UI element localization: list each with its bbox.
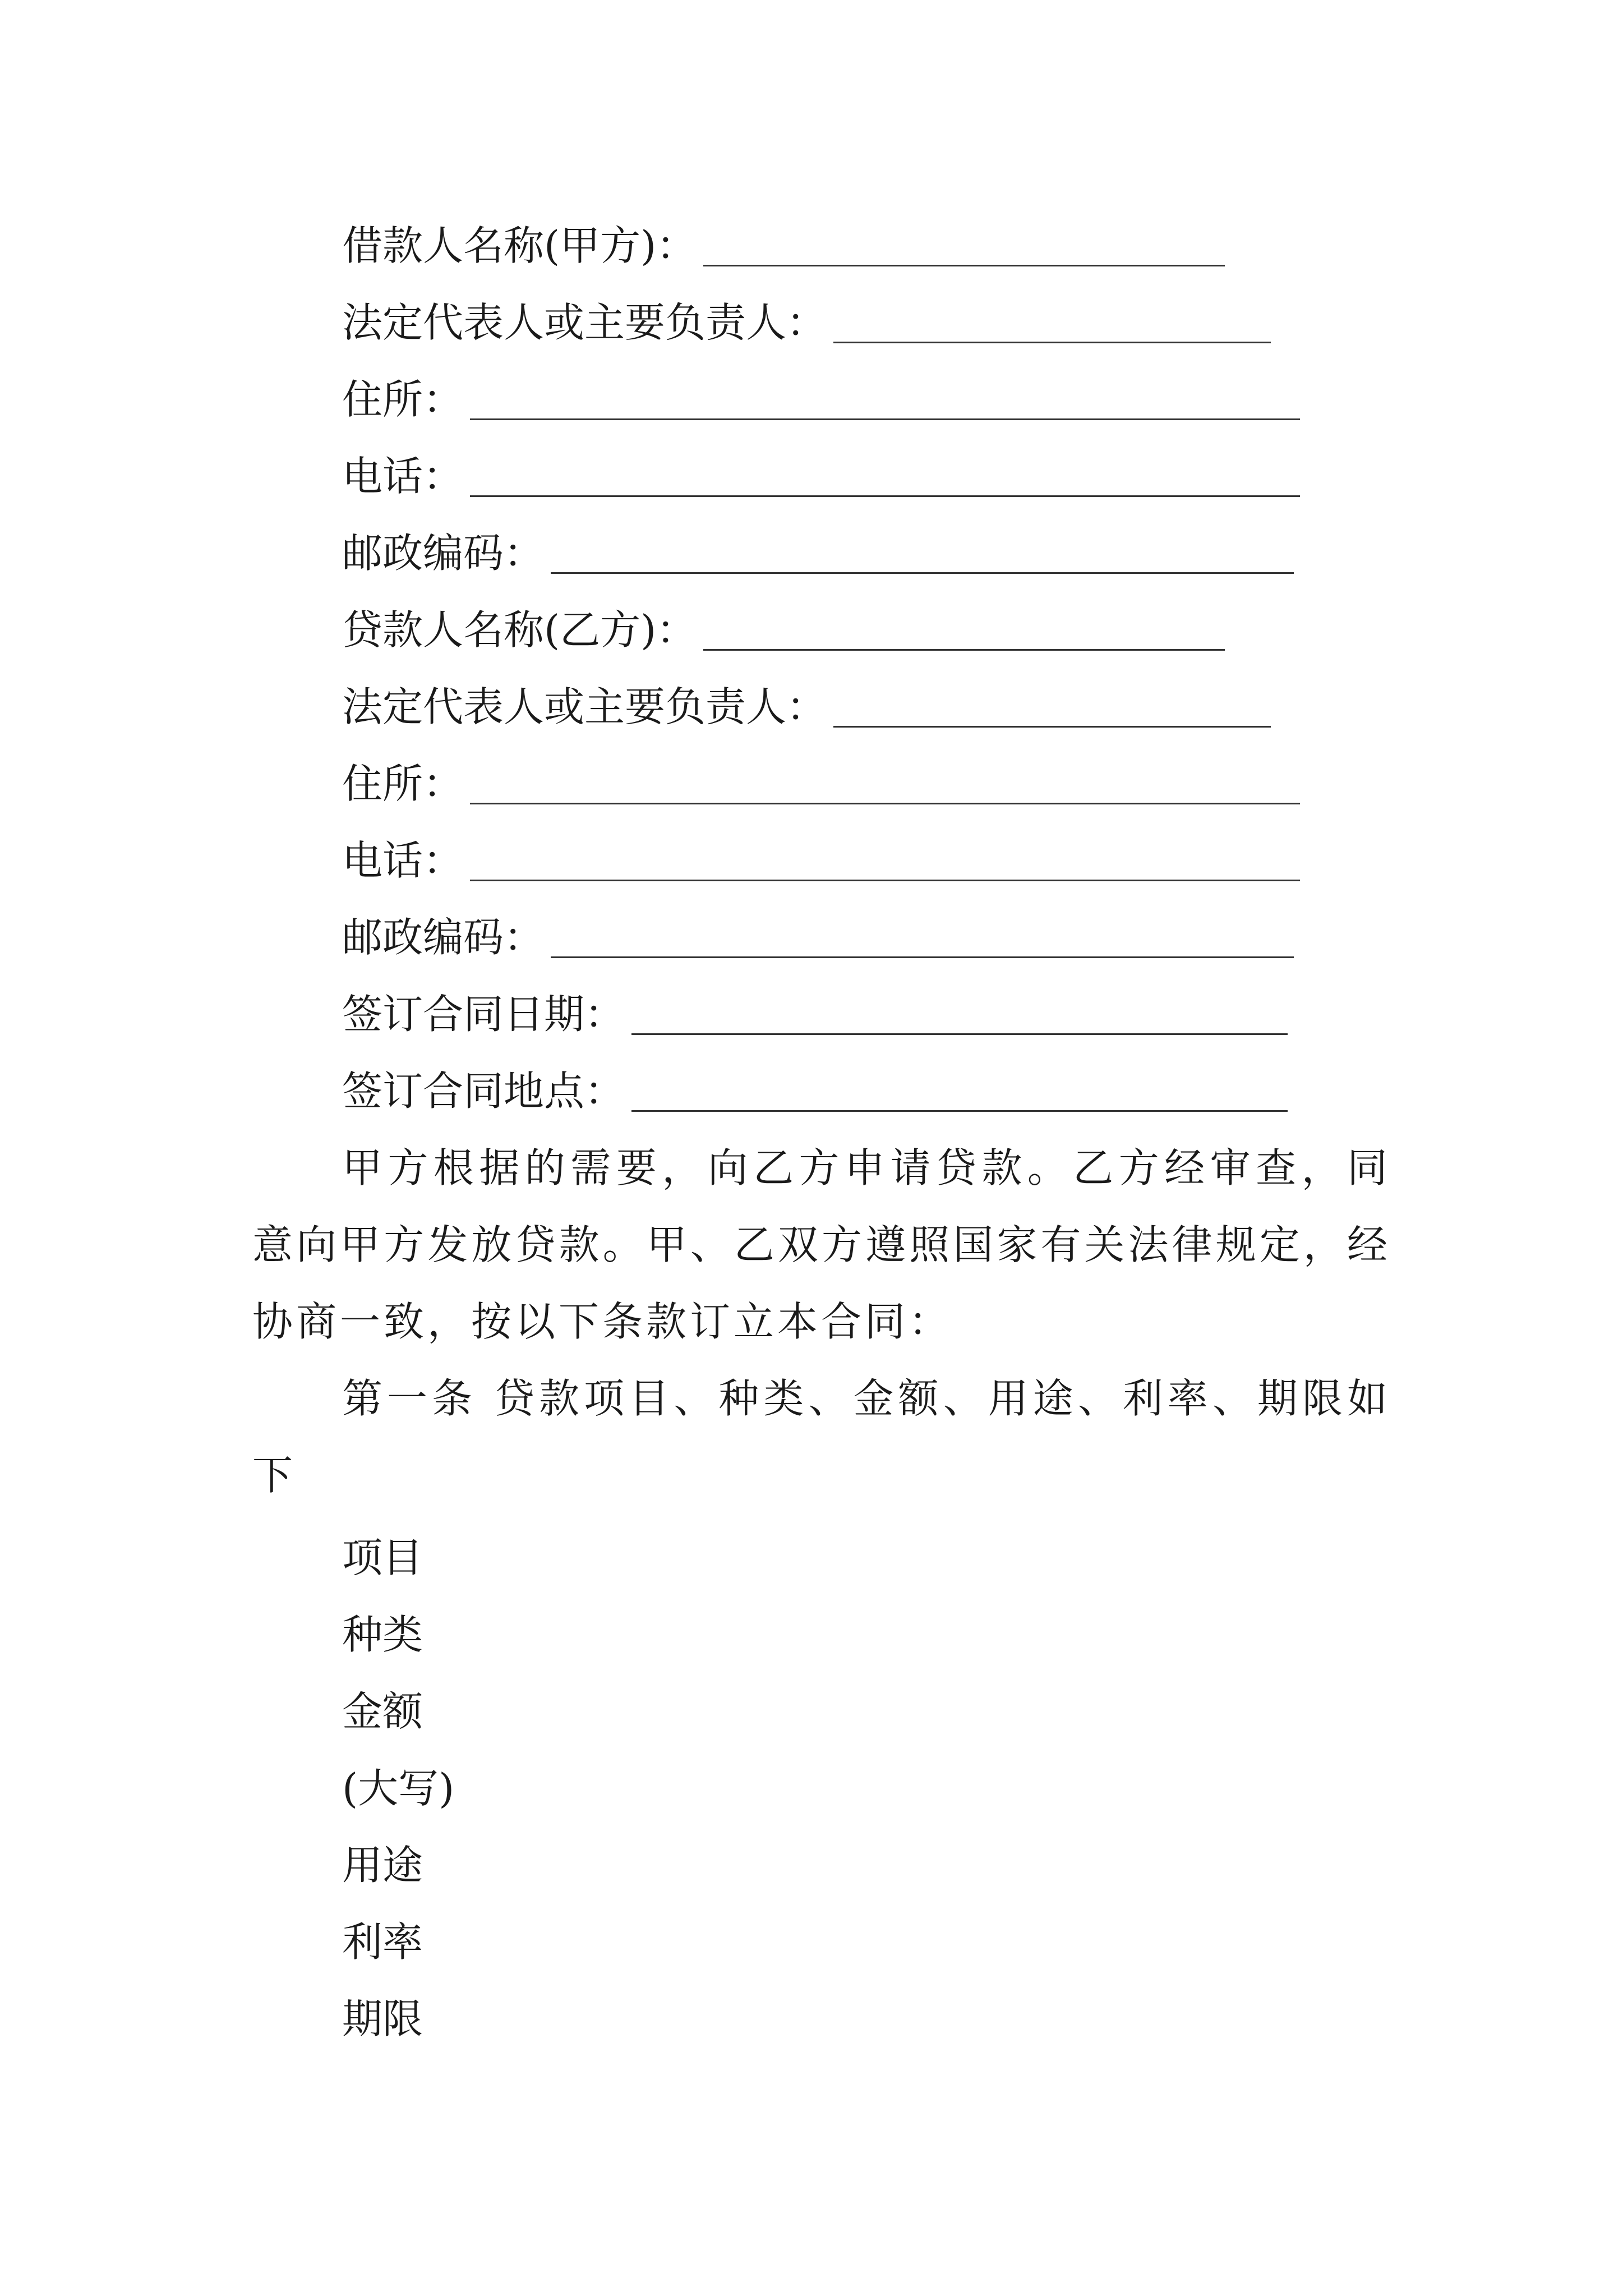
field-label: 签订合同日期：	[342, 991, 625, 1038]
blank-line	[631, 1088, 1288, 1112]
field-row	[252, 284, 1391, 361]
list-item: (大写)	[342, 1765, 455, 1812]
party-info-fields	[252, 208, 1391, 1130]
list-item: 金额	[342, 1688, 423, 1735]
field-label: 签订合同地点：	[342, 1068, 625, 1115]
blank-line	[631, 1011, 1288, 1035]
loan-item-list	[252, 1520, 1391, 2058]
article-one-paragraph: 第一条 贷款项目、种类、金额、用途、利率、期限如下	[252, 1375, 1391, 1499]
blank-line	[551, 934, 1294, 958]
field-label: 贷款人名称(乙方)：	[342, 606, 697, 654]
field-row	[252, 515, 1391, 592]
blank-line	[833, 703, 1271, 728]
field-row	[252, 438, 1391, 515]
field-row	[252, 822, 1391, 899]
blank-line	[833, 319, 1271, 343]
list-item: 项目	[342, 1534, 423, 1581]
field-label: 借款人名称(甲方)：	[342, 222, 697, 269]
blank-line	[703, 242, 1225, 266]
field-label: 邮政编码：	[342, 914, 545, 961]
field-row	[252, 208, 1391, 284]
list-item: 种类	[342, 1611, 423, 1658]
blank-line	[470, 396, 1300, 420]
field-row	[252, 746, 1391, 822]
field-label: 法定代表人或主要负责人：	[342, 683, 827, 730]
intro-paragraph: 甲方根据的需要，向乙方申请贷款。乙方经审查，同意向甲方发放贷款。甲、乙双方遵照国家有关法律规定，经协商一致，按以下条款订立本合同：	[252, 1144, 1391, 1345]
field-label: 电话：	[342, 453, 464, 500]
blank-line	[470, 473, 1300, 497]
field-row	[252, 592, 1391, 669]
blank-line	[470, 780, 1300, 804]
contract-body	[252, 208, 1391, 2058]
list-item: 用途	[342, 1842, 423, 1889]
list-item: 利率	[342, 1918, 423, 1966]
field-label: 住所：	[342, 376, 464, 423]
field-label: 邮政编码：	[342, 530, 545, 577]
field-row	[252, 361, 1391, 438]
field-label: 住所：	[342, 760, 464, 807]
field-row	[252, 899, 1391, 976]
blank-line	[551, 550, 1294, 574]
field-row	[252, 669, 1391, 746]
blank-line	[470, 857, 1300, 881]
field-label: 电话：	[342, 837, 464, 884]
list-item: 期限	[342, 1995, 423, 2042]
blank-line	[703, 627, 1225, 651]
field-row	[252, 976, 1391, 1053]
field-label: 法定代表人或主要负责人：	[342, 299, 827, 346]
field-row	[252, 1053, 1391, 1130]
